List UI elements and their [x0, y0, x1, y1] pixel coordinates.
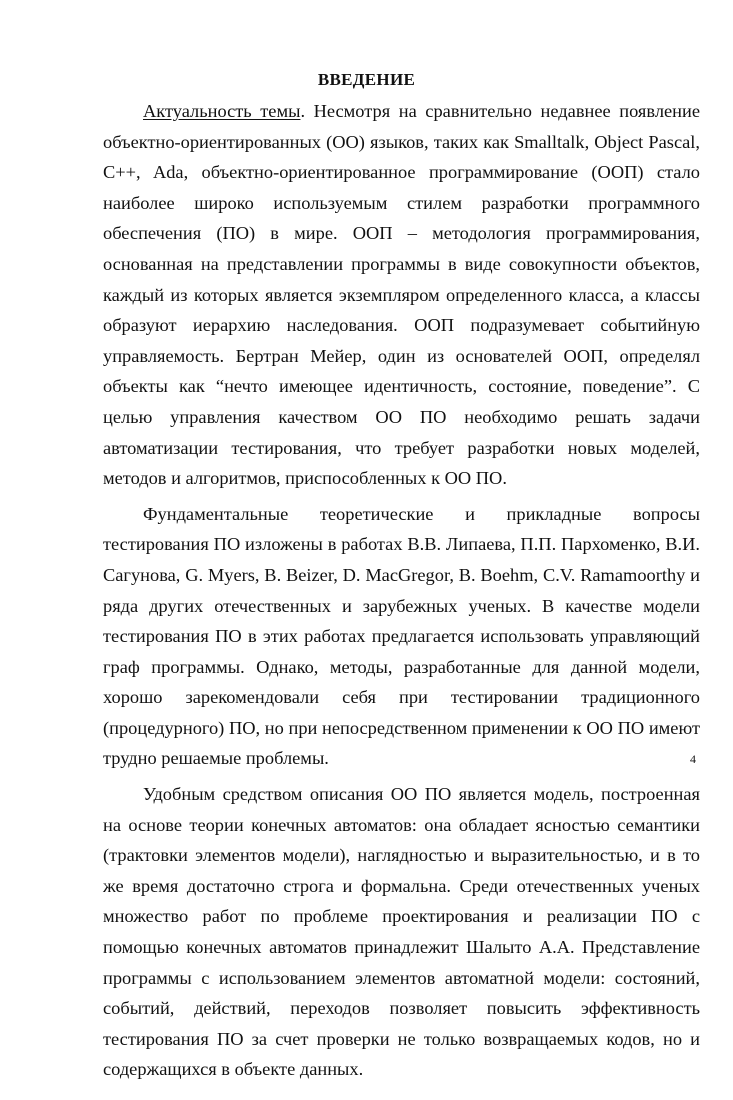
body-text	[103, 96, 700, 1085]
topic-relevance-heading: Актуальность темы	[143, 101, 301, 121]
page-number: 4	[690, 752, 696, 766]
paragraph-2-text: Фундаментальные теоретические и прикладные вопросы тестирования ПО изложены в работах В.В. Липаева, П.П. Пархоменко, В.И. Сагунова, G. Myers, B. Beizer, D. MacGregor, B. Boehm, C.V. Ramamoorthy и ряда других отечественных и зарубежных ученых. В качестве модели тестирования ПО в этих работах предлагается использовать управляющий граф программы. Однако, методы, разработанные для данной модели, хорошо зарекомендовали себя при тестировании традиционного (процедурного) ПО, но при непосредственном применении к ОО ПО имеют трудно решаемые проблемы.	[103, 503, 700, 769]
paragraph-3-text: Удобным средством описания ОО ПО является модель, построенная на основе теории конечных автоматов: она обладает ясностью семантики (трактовки элементов модели), наглядностью и выразительностью, и в то же время достаточно строга и формальна. Среди отечественных ученых множество работ по проблеме проектирования и реализации ПО с помощью конечных автоматов принадлежит Шалыто А.А. Представление программы с использованием элементов автоматной модели: состояний, событий, действий, переходов позволяет повысить эффективность тестирования ПО за счет проверки не только возвращаемых кодов, но и содержащихся в объекте данных.	[103, 784, 700, 1080]
paragraph-1	[103, 96, 700, 494]
page-title: ВВЕДЕНИЕ	[317, 70, 416, 89]
paragraph-1-text: . Несмотря на сравнительно недавнее появление объектно-ориентированных (ОО) языков, таких как Smalltalk, Object Pascal, C++, Ada, объектно-ориентированное программирование (ООП) стало наиболее широко используемым стилем разработки программного обеспечения (ПО) в мире. ООП – методология программирования, основанная на представлении программы в виде совокупности объектов, каждый из которых является экземпляром определенного класса, а классы образуют иерархию наследования. ООП подразумевает событийную управляемость. Бертран Мейер, один из основателей ООП, определял объекты как “нечто имеющее идентичность, состояние, поведение”. С целью управления качеством ОО ПО необходимо решать задачи автоматизации тестирования, что требует разработки новых моделей, методов и алгоритмов, приспособленных к ОО ПО.	[103, 101, 701, 489]
paragraph-2	[103, 499, 700, 774]
paragraph-3	[103, 779, 700, 1085]
